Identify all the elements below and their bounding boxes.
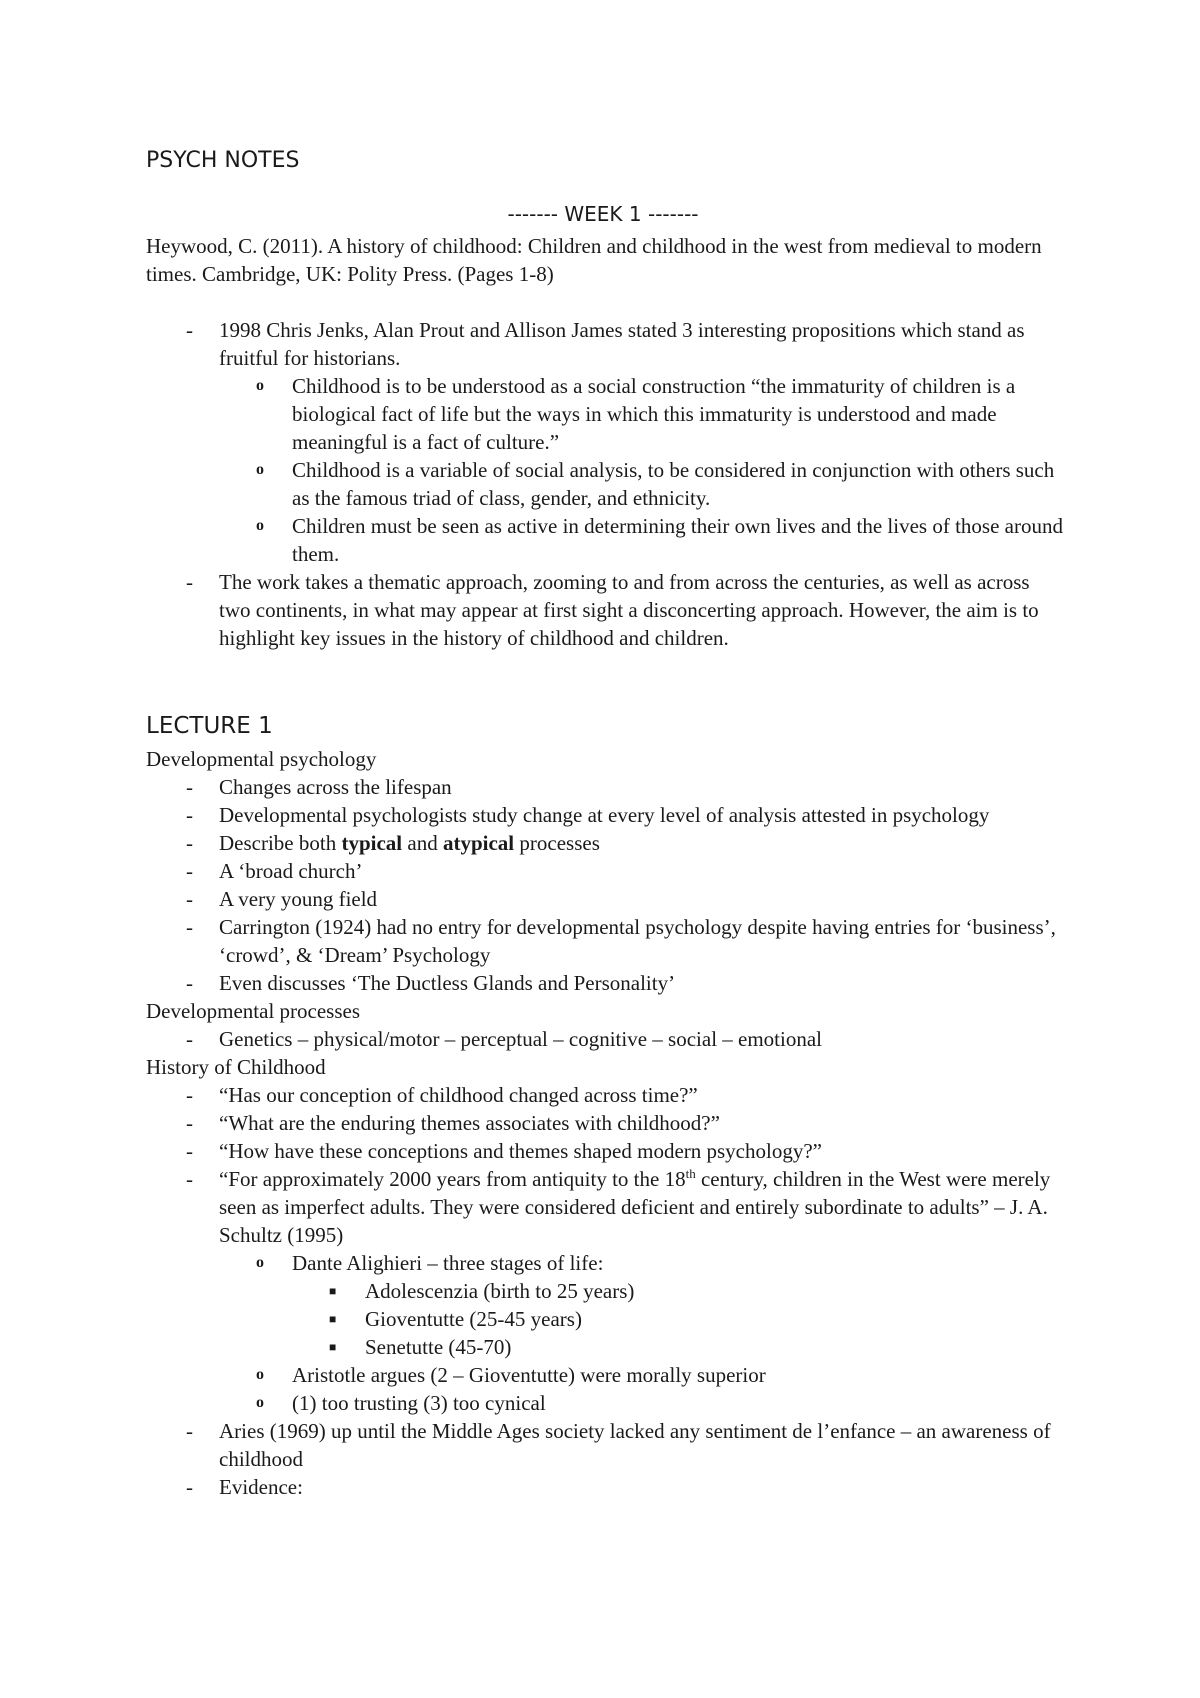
list-item: - The work takes a thematic approach, zooming to and from across the centuries, as well as across two continents, in what may appear at first sight a disconcerting approach. However, the aim is to highlight key issues in the history of childhood and children. (186, 570, 1039, 650)
dash-bullet-icon: - (186, 887, 193, 911)
square-bullet-icon: ■ (329, 1340, 337, 1354)
list-item: - Evidence: (186, 1475, 303, 1499)
circle-bullet-icon: o (256, 1366, 264, 1383)
list-item: - A very young field (186, 887, 378, 911)
circle-bullet-icon: o (256, 1254, 264, 1271)
dash-bullet-icon: - (186, 775, 193, 799)
list-item: - A ‘broad church’ (186, 859, 363, 883)
list-item: ■ Adolescenzia (birth to 25 years) (329, 1279, 635, 1303)
list-item: o Childhood is to be understood as a social construction “the immaturity of children is a biological fact of life but the ways in which this immaturity is understood and made meaningful is a fact of culture.” (256, 374, 1016, 454)
list-item: - Genetics – physical/motor – perceptual – cognitive – social – emotional (186, 1027, 823, 1051)
reference-citation: Heywood, C. (2011). A history of childhood: Children and childhood in the west from medieval to modern times. Cambridge, UK: Polity Press. (Pages 1-8) (146, 234, 1042, 286)
list-item: - “For approximately 2000 years from antiquity to the 18th century, children in the West were merely seen as imperfect adults. They were considered deficient and entirely subordinate to adults” – J. A. Schultz (1995) (186, 1166, 1051, 1247)
square-bullet-icon: ■ (329, 1284, 337, 1298)
list-item: o Dante Alighieri – three stages of life: (256, 1251, 604, 1275)
page-title: PSYCH NOTES (146, 148, 300, 173)
dash-bullet-icon: - (186, 859, 193, 883)
circle-bullet-icon: o (256, 377, 264, 394)
section-heading: Developmental psychology (146, 747, 377, 771)
dash-bullet-icon: - (186, 1027, 193, 1051)
dash-bullet-icon: - (186, 1475, 193, 1499)
list-item: - “What are the enduring themes associates with childhood?” (186, 1111, 720, 1135)
list-item: - Aries (1969) up until the Middle Ages society lacked any sentiment de l’enfance – an awareness of childhood (186, 1419, 1051, 1471)
dash-bullet-icon: - (186, 915, 193, 939)
list-item: o Childhood is a variable of social analysis, to be considered in conjunction with others such as the famous triad of class, gender, and ethnicity. (256, 458, 1055, 510)
circle-bullet-icon: o (256, 517, 264, 534)
list-item: - Describe both typical and atypical processes (186, 831, 600, 855)
list-item: - “Has our conception of childhood changed across time?” (186, 1083, 698, 1107)
dash-bullet-icon: - (186, 1083, 193, 1107)
week-heading: ------- WEEK 1 ------- (507, 202, 699, 226)
list-item: o (1) too trusting (3) too cynical (256, 1391, 546, 1415)
circle-bullet-icon: o (256, 461, 264, 478)
dash-bullet-icon: - (186, 1419, 193, 1443)
dash-bullet-icon: - (186, 318, 193, 342)
list-item: - 1998 Chris Jenks, Alan Prout and Allison James stated 3 interesting propositions which stand as fruitful for historians. (186, 318, 1025, 370)
list-item: - “How have these conceptions and themes shaped modern psychology?” (186, 1139, 822, 1163)
section-heading: Developmental processes (146, 999, 361, 1023)
list-item: - Even discusses ‘The Ductless Glands and Personality’ (186, 971, 676, 995)
list-item: o Children must be seen as active in determining their own lives and the lives of those around them. (256, 514, 1063, 566)
dash-bullet-icon: - (186, 1139, 193, 1163)
lecture-1-notes (146, 745, 1066, 1501)
section-heading: History of Childhood (146, 1055, 326, 1079)
dash-bullet-icon: - (186, 1111, 193, 1135)
dash-bullet-icon: - (186, 570, 193, 594)
circle-bullet-icon: o (256, 1394, 264, 1411)
week-1-list (146, 316, 1066, 652)
dash-bullet-icon: - (186, 1167, 193, 1191)
list-item: - Carrington (1924) had no entry for developmental psychology despite having entries for ‘business’, ‘crowd’, & ‘Dream’ Psychology (186, 915, 1056, 967)
square-bullet-icon: ■ (329, 1312, 337, 1326)
dash-bullet-icon: - (186, 803, 193, 827)
dash-bullet-icon: - (186, 831, 193, 855)
list-item: - Developmental psychologists study change at every level of analysis attested in psychology (186, 803, 990, 827)
list-item: ■ Senetutte (45-70) (329, 1335, 512, 1359)
list-item: - Changes across the lifespan (186, 775, 452, 799)
list-item: o Aristotle argues (2 – Gioventutte) were morally superior (256, 1363, 766, 1387)
lecture-heading: LECTURE 1 (146, 713, 273, 739)
dash-bullet-icon: - (186, 971, 193, 995)
list-item: ■ Gioventutte (25-45 years) (329, 1307, 582, 1331)
